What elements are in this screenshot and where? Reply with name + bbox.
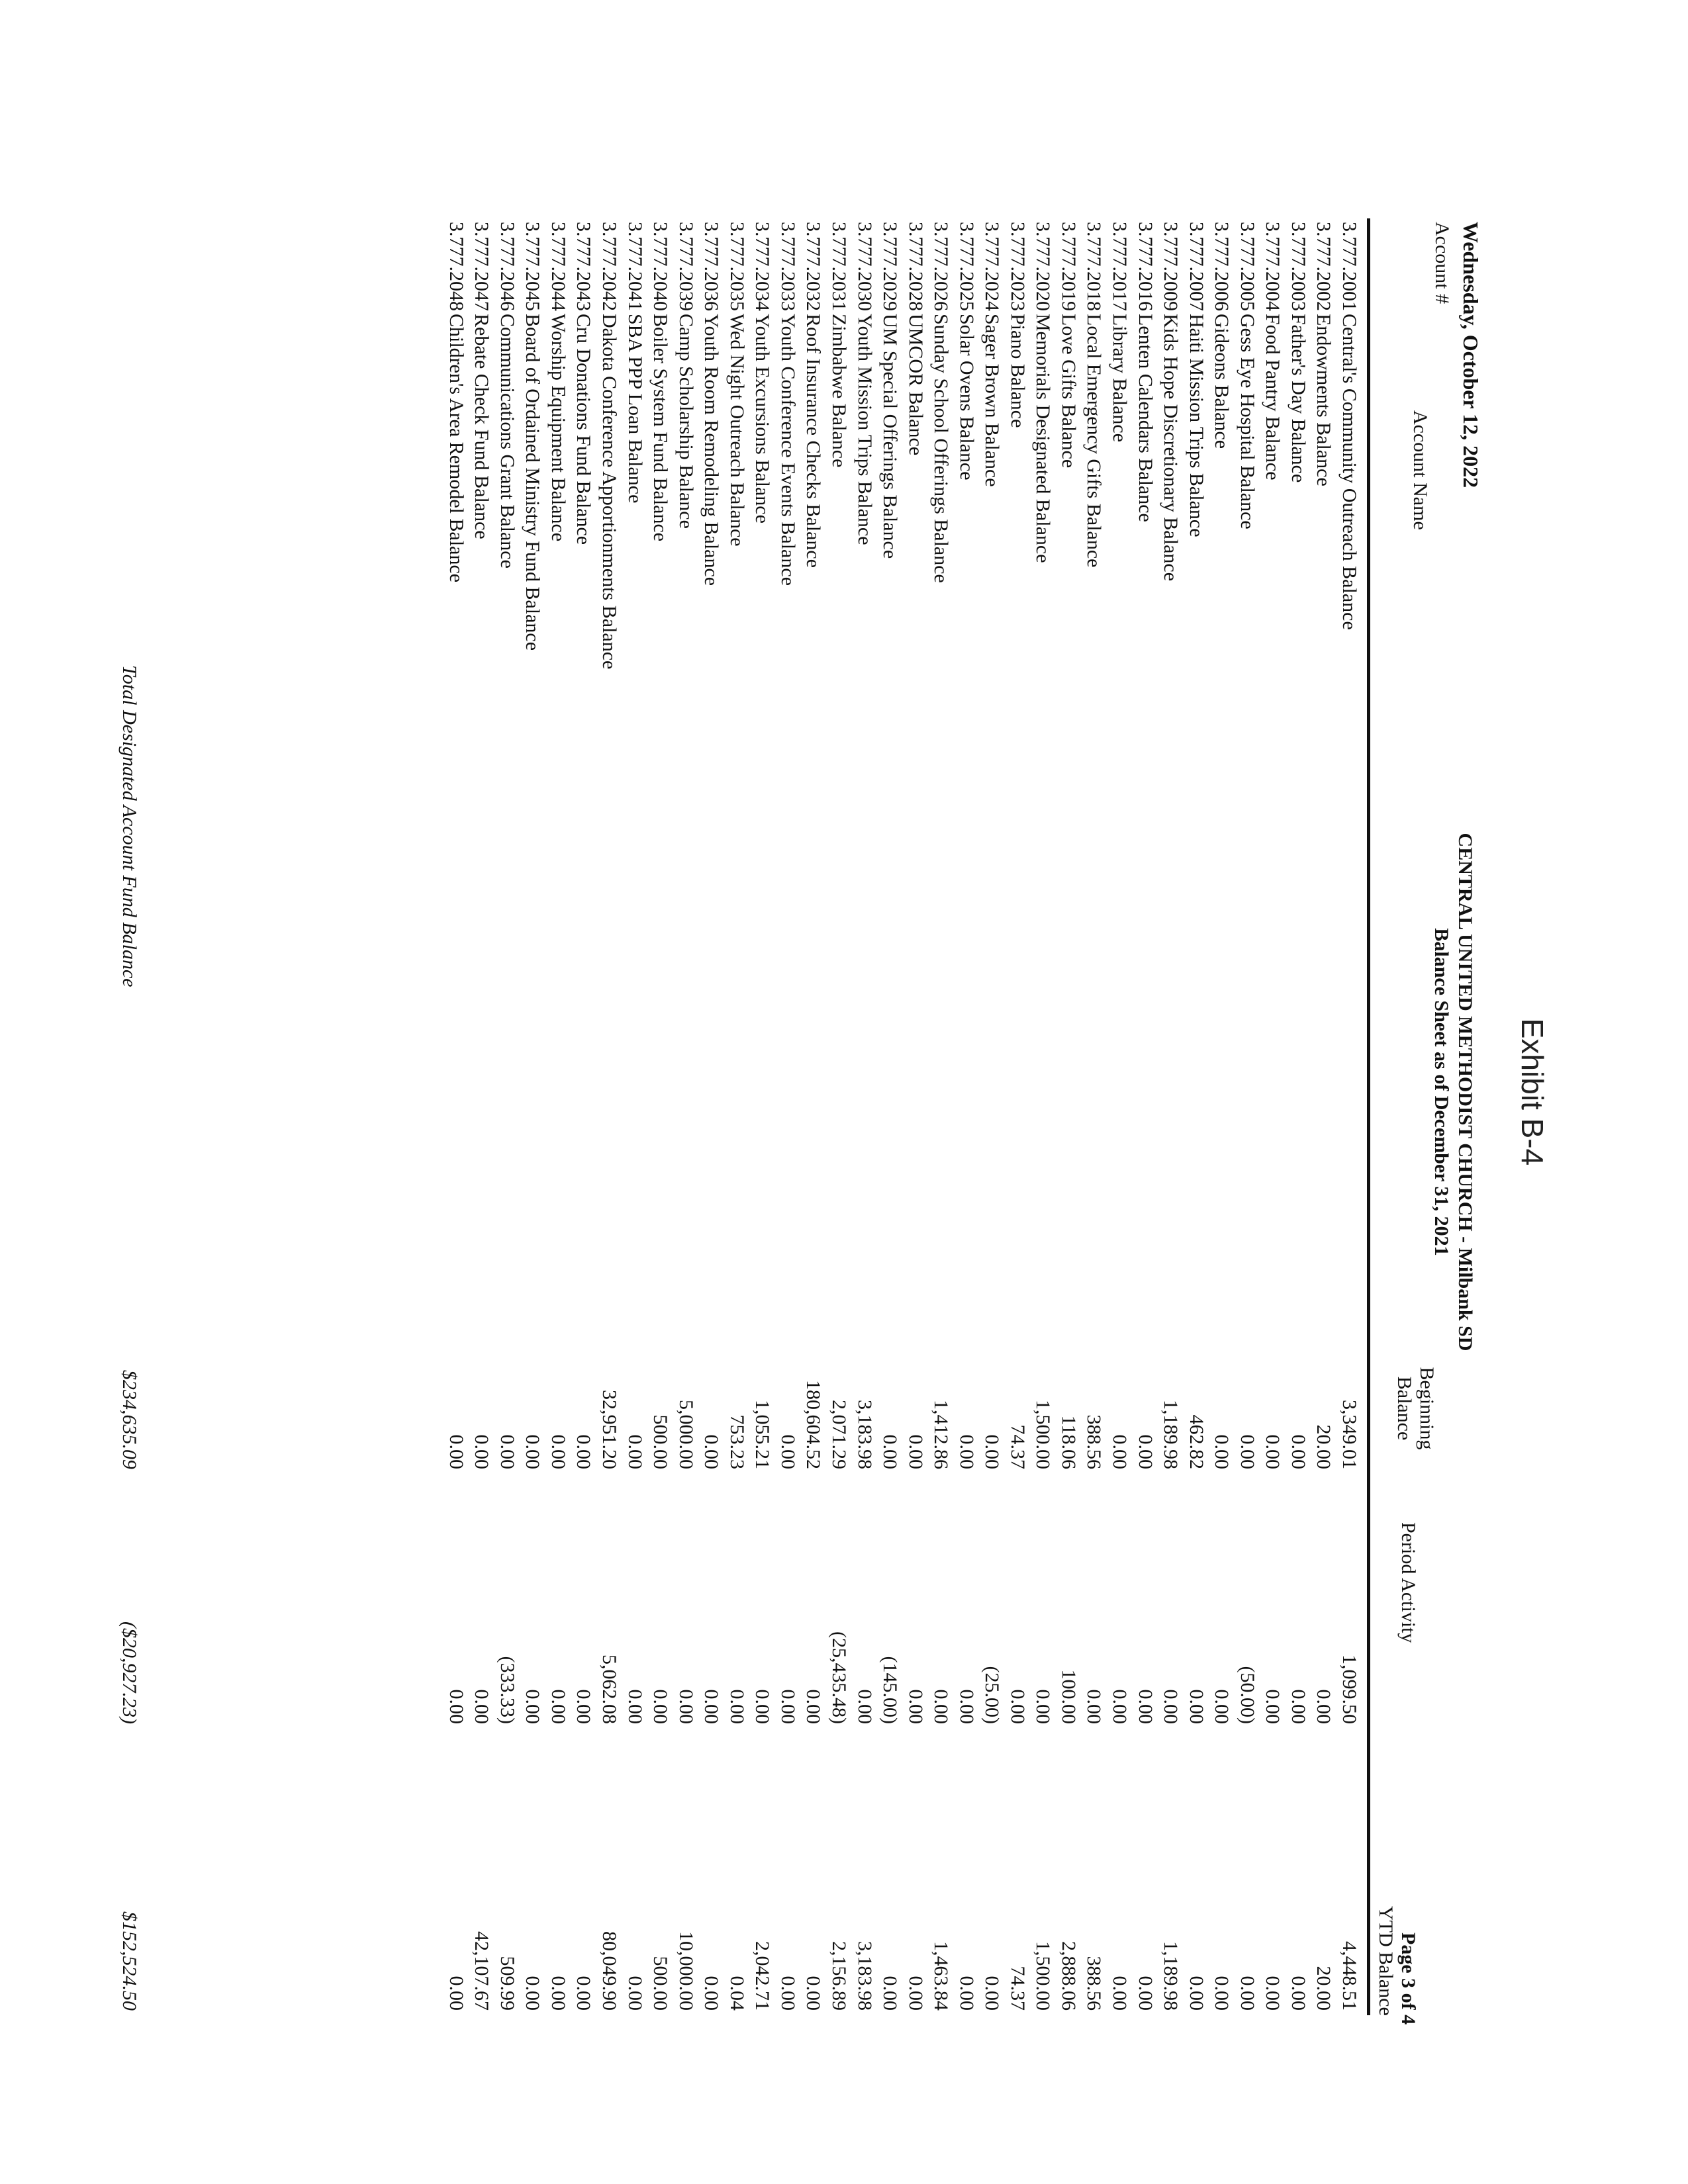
account-number: 3.777.2048: [445, 222, 467, 311]
ytd-balance: 1,500.00: [1032, 1941, 1055, 2011]
beginning-balance: 118.06: [1057, 1415, 1080, 1469]
sheet-title: Balance Sheet as of December 31, 2021: [1430, 928, 1452, 1256]
ytd-balance: 0.00: [1134, 1976, 1156, 2011]
period-activity: 0.00: [700, 1689, 723, 1724]
beginning-balance: 0.00: [955, 1434, 978, 1469]
account-name: Sager Brown Balance: [981, 314, 1004, 487]
total-beginning-balance: $234,635.09: [118, 1370, 140, 1469]
ytd-balance: 42,107.67: [471, 1931, 493, 2011]
account-number: 3.777.2028: [904, 222, 927, 311]
table-row: [1055, 0, 1080, 2184]
period-activity: 0.00: [1185, 1689, 1207, 1724]
account-name: UMCOR Balance: [904, 314, 927, 456]
beginning-balance: 0.00: [904, 1434, 927, 1469]
table-row: [1182, 0, 1207, 2184]
ytd-balance: 0.00: [573, 1976, 595, 2011]
period-activity: 0.00: [904, 1689, 927, 1724]
column-header-period-activity: Period Activity: [1397, 1522, 1419, 1643]
table-row: [851, 0, 876, 2184]
header-rule: [1367, 218, 1370, 2015]
ytd-balance: 20.00: [1313, 1966, 1335, 2011]
account-number: 3.777.2001: [1338, 222, 1360, 311]
table-row: [1105, 0, 1131, 2184]
period-activity: (50.00): [1236, 1666, 1258, 1724]
account-name: Gess Eye Hospital Balance: [1236, 314, 1258, 529]
account-name: Food Pantry Balance: [1262, 314, 1284, 480]
table-row: [467, 0, 492, 2184]
account-name: Sunday School Offerings Balance: [930, 314, 953, 583]
ytd-balance: 0.00: [1236, 1976, 1258, 2011]
beginning-balance: 0.00: [573, 1434, 595, 1469]
account-name: Rebate Check Fund Balance: [471, 314, 493, 539]
period-activity: 0.00: [1032, 1689, 1055, 1724]
ytd-balance: 2,042.71: [751, 1941, 774, 2011]
table-row: [953, 0, 978, 2184]
table-row: [570, 0, 595, 2184]
column-header-ytd-balance: YTD Balance: [1375, 1906, 1397, 2016]
beginning-balance: 0.00: [1287, 1434, 1309, 1469]
account-name: Cru Donations Fund Balance: [573, 314, 595, 545]
ytd-balance: 0.00: [981, 1976, 1004, 2011]
period-activity: 0.00: [624, 1689, 646, 1724]
column-header-account-number: Account #: [1431, 222, 1453, 304]
beginning-balance: 0.00: [1262, 1434, 1284, 1469]
ytd-balance: 0.00: [1211, 1976, 1233, 2011]
period-activity: 0.00: [675, 1689, 697, 1724]
beginning-balance: 753.23: [726, 1414, 748, 1469]
ytd-balance: 0.00: [904, 1976, 927, 2011]
table-row: [595, 0, 620, 2184]
account-number: 3.777.2044: [547, 222, 569, 311]
ytd-balance: 0.00: [522, 1976, 544, 2011]
ytd-balance: 74.37: [1006, 1966, 1029, 2011]
beginning-balance: 180,604.52: [802, 1380, 825, 1469]
account-name: Youth Excursions Balance: [751, 314, 774, 523]
account-name: Boiler System Fund Balance: [649, 314, 672, 542]
ytd-balance: 80,049.90: [598, 1931, 621, 2011]
account-number: 3.777.2006: [1211, 222, 1233, 311]
beginning-balance: 2,071.29: [828, 1400, 850, 1469]
period-activity: 100.00: [1057, 1669, 1080, 1724]
account-number: 3.777.2019: [1057, 222, 1080, 311]
account-name: Gideons Balance: [1211, 314, 1233, 449]
table-row: [544, 0, 569, 2184]
account-name: Endowments Balance: [1313, 314, 1335, 486]
page-number: Page 3 of 4: [1397, 1933, 1419, 2025]
account-name: Library Balance: [1109, 314, 1131, 443]
period-activity: 0.00: [1083, 1689, 1105, 1724]
account-number: 3.777.2036: [700, 222, 723, 311]
beginning-balance: 388.56: [1083, 1414, 1105, 1469]
period-activity: (25,435.48): [828, 1631, 850, 1724]
period-activity: 0.00: [573, 1689, 595, 1724]
account-name: Wed Night Outreach Balance: [726, 314, 748, 547]
period-activity: 0.00: [522, 1689, 544, 1724]
ytd-balance: 0.00: [1109, 1976, 1131, 2011]
account-number: 3.777.2046: [496, 222, 518, 311]
total-period-activity: ($20,927.23): [118, 1621, 140, 1724]
table-row: [1029, 0, 1054, 2184]
account-number: 3.777.2045: [522, 222, 544, 311]
account-number: 3.777.2041: [624, 222, 646, 311]
table-row: [621, 0, 646, 2184]
table-row: [1284, 0, 1309, 2184]
ytd-balance: 0.00: [776, 1976, 799, 2011]
column-header-beginning-balance: [1393, 1342, 1438, 1475]
table-row: [825, 0, 850, 2184]
beginning-balance: 5,000.00: [675, 1400, 697, 1469]
account-name: Worship Equipment Balance: [547, 314, 569, 542]
beginning-balance: 74.37: [1006, 1424, 1029, 1469]
account-name: Memorials Designated Balance: [1032, 314, 1055, 563]
table-row: [774, 0, 799, 2184]
account-name: Piano Balance: [1006, 314, 1029, 428]
period-activity: 0.00: [751, 1689, 774, 1724]
beginning-balance: 3,183.98: [853, 1400, 876, 1469]
ytd-balance: 0.00: [955, 1976, 978, 2011]
beginning-balance: 1,055.21: [751, 1400, 774, 1469]
account-number: 3.777.2029: [879, 222, 902, 311]
account-number: 3.777.2009: [1160, 222, 1182, 311]
period-activity: 0.00: [776, 1689, 799, 1724]
ytd-balance: 0.00: [1185, 1976, 1207, 2011]
ytd-balance: 0.00: [1262, 1976, 1284, 2011]
account-number: 3.777.2026: [930, 222, 953, 311]
beginning-balance: 500.00: [649, 1414, 672, 1469]
table-row: [1004, 0, 1029, 2184]
account-number: 3.777.2004: [1262, 222, 1284, 311]
beginning-balance: 1,500.00: [1032, 1400, 1055, 1469]
beginning-balance: 0.00: [879, 1434, 902, 1469]
table-row: [978, 0, 1003, 2184]
account-number: 3.777.2003: [1287, 222, 1309, 311]
table-row: [672, 0, 697, 2184]
beginning-balance: 0.00: [471, 1434, 493, 1469]
report-date: Wednesday, October 12, 2022: [1459, 222, 1483, 488]
ytd-balance: 0.00: [700, 1976, 723, 2011]
account-name: Dakota Conference Apportionments Balance: [598, 314, 621, 670]
account-name: Children's Area Remodel Balance: [445, 314, 467, 583]
account-name: Haiti Mission Trips Balance: [1185, 314, 1207, 537]
beginning-balance: 0.00: [981, 1434, 1004, 1469]
account-name: Local Emergency Gifts Balance: [1083, 314, 1105, 568]
ytd-balance: 500.00: [649, 1956, 672, 2011]
beginning-balance: 0.00: [1134, 1434, 1156, 1469]
account-name: Kids Hope Discretionary Balance: [1160, 314, 1182, 582]
account-number: 3.777.2016: [1134, 222, 1156, 311]
table-row: [927, 0, 952, 2184]
totals-row: [114, 0, 140, 2184]
beginning-balance: 0.00: [522, 1434, 544, 1469]
ytd-balance: 0.00: [624, 1976, 646, 2011]
table-row: [1335, 0, 1360, 2184]
table-row: [518, 0, 543, 2184]
account-number: 3.777.2005: [1236, 222, 1258, 311]
period-activity: 0.00: [1262, 1689, 1284, 1724]
ytd-balance: 0.00: [1287, 1976, 1309, 2011]
account-number: 3.777.2043: [573, 222, 595, 311]
beginning-balance: 0.00: [1236, 1434, 1258, 1469]
ytd-balance: 0.00: [879, 1976, 902, 2011]
account-number: 3.777.2017: [1109, 222, 1131, 311]
beginning-balance: 32,951.20: [598, 1390, 621, 1469]
table-row: [1207, 0, 1233, 2184]
account-number: 3.777.2039: [675, 222, 697, 311]
account-name: UM Special Offerings Balance: [879, 314, 902, 559]
totals-label: Total Designated Account Fund Balance: [118, 665, 140, 987]
table-row: [876, 0, 901, 2184]
table-row: [799, 0, 824, 2184]
ytd-balance: 3,183.98: [853, 1941, 876, 2011]
beginning-balance: 0.00: [624, 1434, 646, 1469]
account-name: Youth Room Remodeling Balance: [700, 314, 723, 586]
ytd-balance: 10,000.00: [675, 1931, 697, 2011]
account-number: 3.777.2033: [776, 222, 799, 311]
account-name: Love Gifts Balance: [1057, 314, 1080, 469]
account-name: Youth Mission Trips Balance: [853, 314, 876, 545]
beginning-balance: 0.00: [700, 1434, 723, 1469]
table-row: [646, 0, 671, 2184]
period-activity: 0.00: [930, 1689, 953, 1724]
period-activity: 0.00: [1109, 1689, 1131, 1724]
table-row: [1156, 0, 1182, 2184]
period-activity: (25.00): [981, 1666, 1004, 1724]
account-number: 3.777.2007: [1185, 222, 1207, 311]
beginning-balance: 0.00: [776, 1434, 799, 1469]
account-number: 3.777.2018: [1083, 222, 1105, 311]
table-row: [748, 0, 773, 2184]
ytd-balance: 0.00: [802, 1976, 825, 2011]
total-ytd-balance: $152,524.50: [118, 1911, 140, 2011]
beginning-balance: 0.00: [496, 1434, 518, 1469]
beginning-header-line2: Balance: [1393, 1376, 1415, 1441]
ytd-balance: 0.00: [547, 1976, 569, 2011]
account-name: SBA PPP Loan Balance: [624, 314, 646, 504]
table-row: [1233, 0, 1258, 2184]
table-row: [1080, 0, 1105, 2184]
period-activity: (333.33): [496, 1656, 518, 1724]
beginning-balance: 0.00: [1211, 1434, 1233, 1469]
period-activity: 0.00: [802, 1689, 825, 1724]
period-activity: 0.00: [445, 1689, 467, 1724]
column-header-account-name: Account Name: [1409, 410, 1431, 530]
period-activity: 0.00: [955, 1689, 978, 1724]
account-number: 3.777.2040: [649, 222, 672, 311]
ytd-balance: 4,448.51: [1338, 1941, 1360, 2011]
account-number: 3.777.2025: [955, 222, 978, 311]
ytd-balance: 1,463.84: [930, 1941, 953, 2011]
beginning-balance: 1,412.86: [930, 1400, 953, 1469]
account-name: Zimbabwe Balance: [828, 314, 850, 468]
account-number: 3.777.2024: [981, 222, 1004, 311]
exhibit-label: Exhibit B-4: [1515, 1018, 1550, 1166]
account-number: 3.777.2031: [828, 222, 850, 311]
period-activity: 0.00: [547, 1689, 569, 1724]
beginning-balance: 0.00: [547, 1434, 569, 1469]
account-name: Board of Ordained Ministry Fund Balance: [522, 314, 544, 651]
ytd-balance: 0.04: [726, 1976, 748, 2011]
ytd-balance: 2,156.89: [828, 1941, 850, 2011]
period-activity: 0.00: [1211, 1689, 1233, 1724]
beginning-balance: 1,189.98: [1160, 1400, 1182, 1469]
account-name: Camp Scholarship Balance: [675, 314, 697, 529]
account-number: 3.777.2034: [751, 222, 774, 311]
period-activity: 0.00: [1006, 1689, 1029, 1724]
table-row: [1131, 0, 1156, 2184]
table-row: [493, 0, 518, 2184]
account-name: Father's Day Balance: [1287, 314, 1309, 483]
table-row: [442, 0, 467, 2184]
table-row: [697, 0, 722, 2184]
beginning-header-line1: Beginning: [1416, 1367, 1438, 1450]
account-number: 3.777.2002: [1313, 222, 1335, 311]
account-number: 3.777.2035: [726, 222, 748, 311]
period-activity: 0.00: [1287, 1689, 1309, 1724]
ytd-balance: 509.99: [496, 1956, 518, 2011]
table-row: [1258, 0, 1284, 2184]
table-row: [902, 0, 927, 2184]
account-name: Youth Conference Events Balance: [776, 314, 799, 586]
period-activity: 0.00: [1160, 1689, 1182, 1724]
period-activity: 0.00: [726, 1689, 748, 1724]
table-row: [1309, 0, 1335, 2184]
ytd-balance: 0.00: [445, 1976, 467, 2011]
account-name: Communications Grant Balance: [496, 314, 518, 569]
beginning-balance: 0.00: [1109, 1434, 1131, 1469]
account-number: 3.777.2047: [471, 222, 493, 311]
beginning-balance: 462.82: [1185, 1414, 1207, 1469]
account-name: Central's Community Outreach Balance: [1338, 314, 1360, 630]
period-activity: (145.00): [879, 1656, 902, 1724]
period-activity: 0.00: [471, 1689, 493, 1724]
account-number: 3.777.2032: [802, 222, 825, 311]
ytd-balance: 2,888.06: [1057, 1941, 1080, 2011]
account-number: 3.777.2023: [1006, 222, 1029, 311]
beginning-balance: 3,349.01: [1338, 1400, 1360, 1469]
account-name: Roof Insurance Checks Balance: [802, 314, 825, 569]
period-activity: 0.00: [649, 1689, 672, 1724]
beginning-balance: 0.00: [445, 1434, 467, 1469]
ytd-balance: 1,189.98: [1160, 1941, 1182, 2011]
period-activity: 5,062.08: [598, 1655, 621, 1724]
beginning-balance: 20.00: [1313, 1424, 1335, 1469]
account-number: 3.777.2030: [853, 222, 876, 311]
account-name: Solar Ovens Balance: [955, 314, 978, 480]
period-activity: 0.00: [1313, 1689, 1335, 1724]
table-row: [723, 0, 748, 2184]
period-activity: 0.00: [853, 1689, 876, 1724]
account-name: Lenten Calendars Balance: [1134, 314, 1156, 522]
period-activity: 0.00: [1134, 1689, 1156, 1724]
ytd-balance: 388.56: [1083, 1956, 1105, 2011]
church-name: CENTRAL UNITED METHODIST CHURCH - Milbank SD: [1454, 833, 1476, 1351]
account-number: 3.777.2042: [598, 222, 621, 311]
period-activity: 1,099.50: [1338, 1655, 1360, 1724]
account-number: 3.777.2020: [1032, 222, 1055, 311]
